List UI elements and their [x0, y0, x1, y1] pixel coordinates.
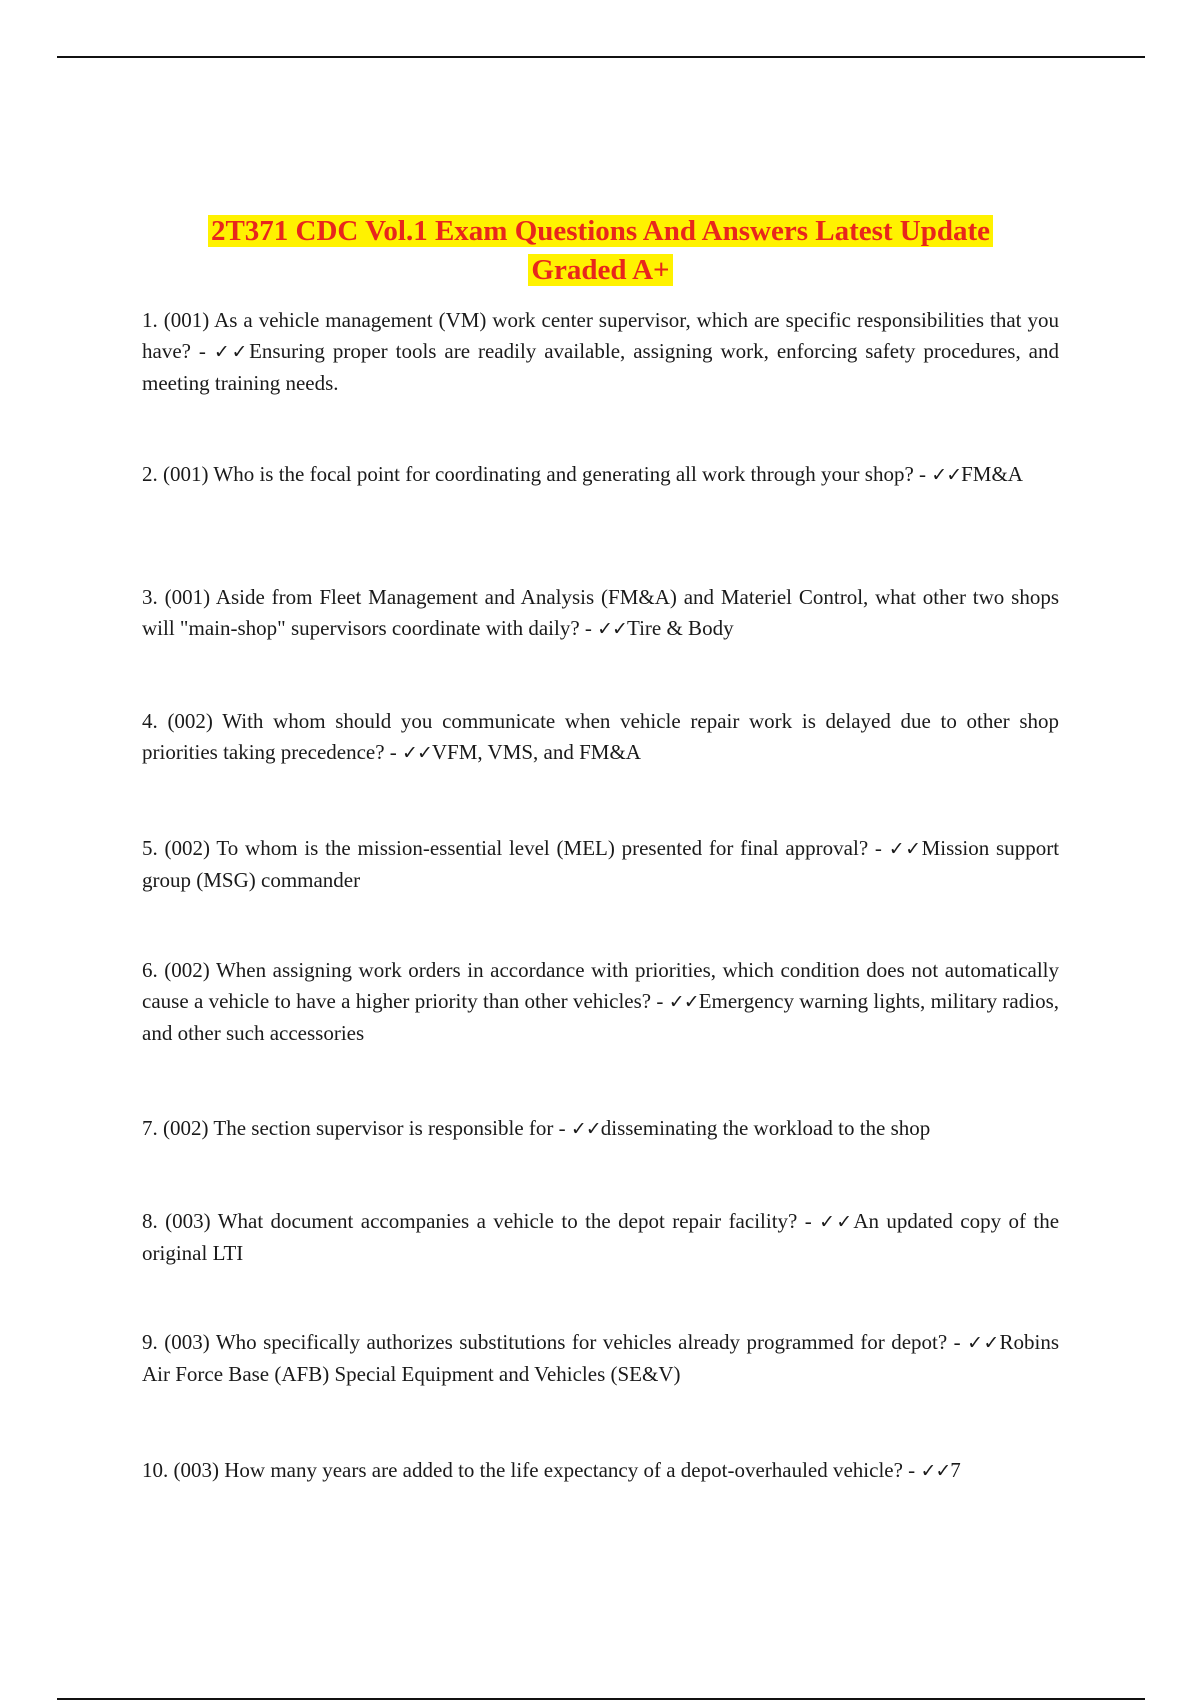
qa-item-4 [142, 706, 1059, 769]
qa-item-8 [142, 1206, 1059, 1269]
qa-item-3 [142, 582, 1059, 645]
answer-text: An updated copy of the original LTI [142, 1209, 1060, 1265]
answer-text: Emergency warning lights, military radios, and other such accessories [142, 989, 1059, 1045]
question-number: 9. [142, 1330, 158, 1354]
check-icon: ✓✓ [888, 838, 922, 860]
answer-text: Robins Air Force Base (AFB) Special Equipment and Vehicles (SE&V) [142, 1330, 1060, 1386]
check-icon: ✓✓ [920, 1460, 951, 1482]
question-number: 6. [142, 958, 158, 982]
check-icon: ✓✓ [597, 618, 627, 640]
top-rule [57, 56, 1145, 58]
check-icon: ✓✓ [668, 991, 699, 1013]
question-text: How many years are added to the life expectancy of a depot-overhauled vehicle? - [224, 1458, 916, 1482]
question-code: (003) [173, 1458, 219, 1482]
question-text: What document accompanies a vehicle to the depot repair facility? - [217, 1209, 812, 1233]
question-code: (003) [164, 1330, 210, 1354]
question-code: (001) [163, 462, 209, 486]
answer-text: disseminating the workload to the shop [600, 1116, 931, 1140]
question-number: 8. [142, 1209, 158, 1233]
question-number: 3. [142, 585, 158, 609]
qa-item-2 [142, 459, 1059, 491]
question-number: 10. [142, 1458, 169, 1482]
check-icon: ✓✓ [402, 742, 432, 764]
check-icon: ✓✓ [967, 1332, 1000, 1354]
qa-item-1 [142, 305, 1059, 399]
question-number: 4. [142, 709, 158, 733]
answer-text: FM&A [961, 462, 1023, 486]
answer-text: Mission support group (MSG) commander [142, 836, 1060, 892]
question-code: (001) [163, 308, 210, 332]
question-text: Aside from Fleet Management and Analysis (FM&A) and Materiel Control, what other two shops will "main-shop" supervisors coordinate with daily? - [142, 585, 1060, 640]
question-text: With whom should you communicate when vehicle repair work is delayed due to other shop priorities taking precedence? - [142, 709, 1060, 764]
check-icon: ✓✓ [931, 464, 962, 486]
check-icon: ✓✓ [570, 1118, 601, 1140]
qa-item-10 [142, 1455, 1059, 1487]
answer-text: VFM, VMS, and FM&A [431, 740, 641, 764]
question-text: Who specifically authorizes substitutions for vehicles already programmed for depot? - [215, 1330, 961, 1354]
question-text: When assigning work orders in accordance with priorities, which condition does not automatically cause a vehicle to have a higher priority than other vehicles? - [142, 958, 1060, 1013]
answer-text: Ensuring proper tools are readily available, assigning work, enforcing safety procedures, and meeting training needs. [142, 339, 1059, 395]
document-title [142, 212, 1059, 290]
question-code: (002) [164, 958, 210, 982]
title-line-2: Graded A+ [528, 254, 672, 286]
question-text: The section supervisor is responsible for - [213, 1116, 566, 1140]
question-number: 1. [142, 308, 158, 332]
check-icon: ✓✓ [819, 1211, 854, 1233]
answer-text: Tire & Body [626, 616, 734, 640]
check-icon: ✓✓ [213, 341, 250, 363]
question-number: 7. [142, 1116, 158, 1140]
qa-item-6 [142, 955, 1059, 1049]
question-code: (001) [164, 585, 211, 609]
qa-item-5 [142, 833, 1059, 896]
question-text: As a vehicle management (VM) work center supervisor, which are specific responsibilities that you have? - [142, 308, 1059, 363]
question-code: (003) [165, 1209, 211, 1233]
question-code: (002) [163, 1116, 209, 1140]
qa-item-9 [142, 1327, 1059, 1390]
answer-text: 7 [950, 1458, 961, 1482]
question-number: 5. [142, 836, 158, 860]
title-line-1: 2T371 CDC Vol.1 Exam Questions And Answers Latest Update [208, 215, 993, 247]
question-text: To whom is the mission-essential level (MEL) presented for final approval? - [216, 836, 882, 860]
qa-item-7 [142, 1113, 1059, 1145]
question-number: 2. [142, 462, 158, 486]
question-code: (002) [167, 709, 213, 733]
question-code: (002) [164, 836, 211, 860]
question-text: Who is the focal point for coordinating and generating all work through your shop? - [213, 462, 927, 486]
